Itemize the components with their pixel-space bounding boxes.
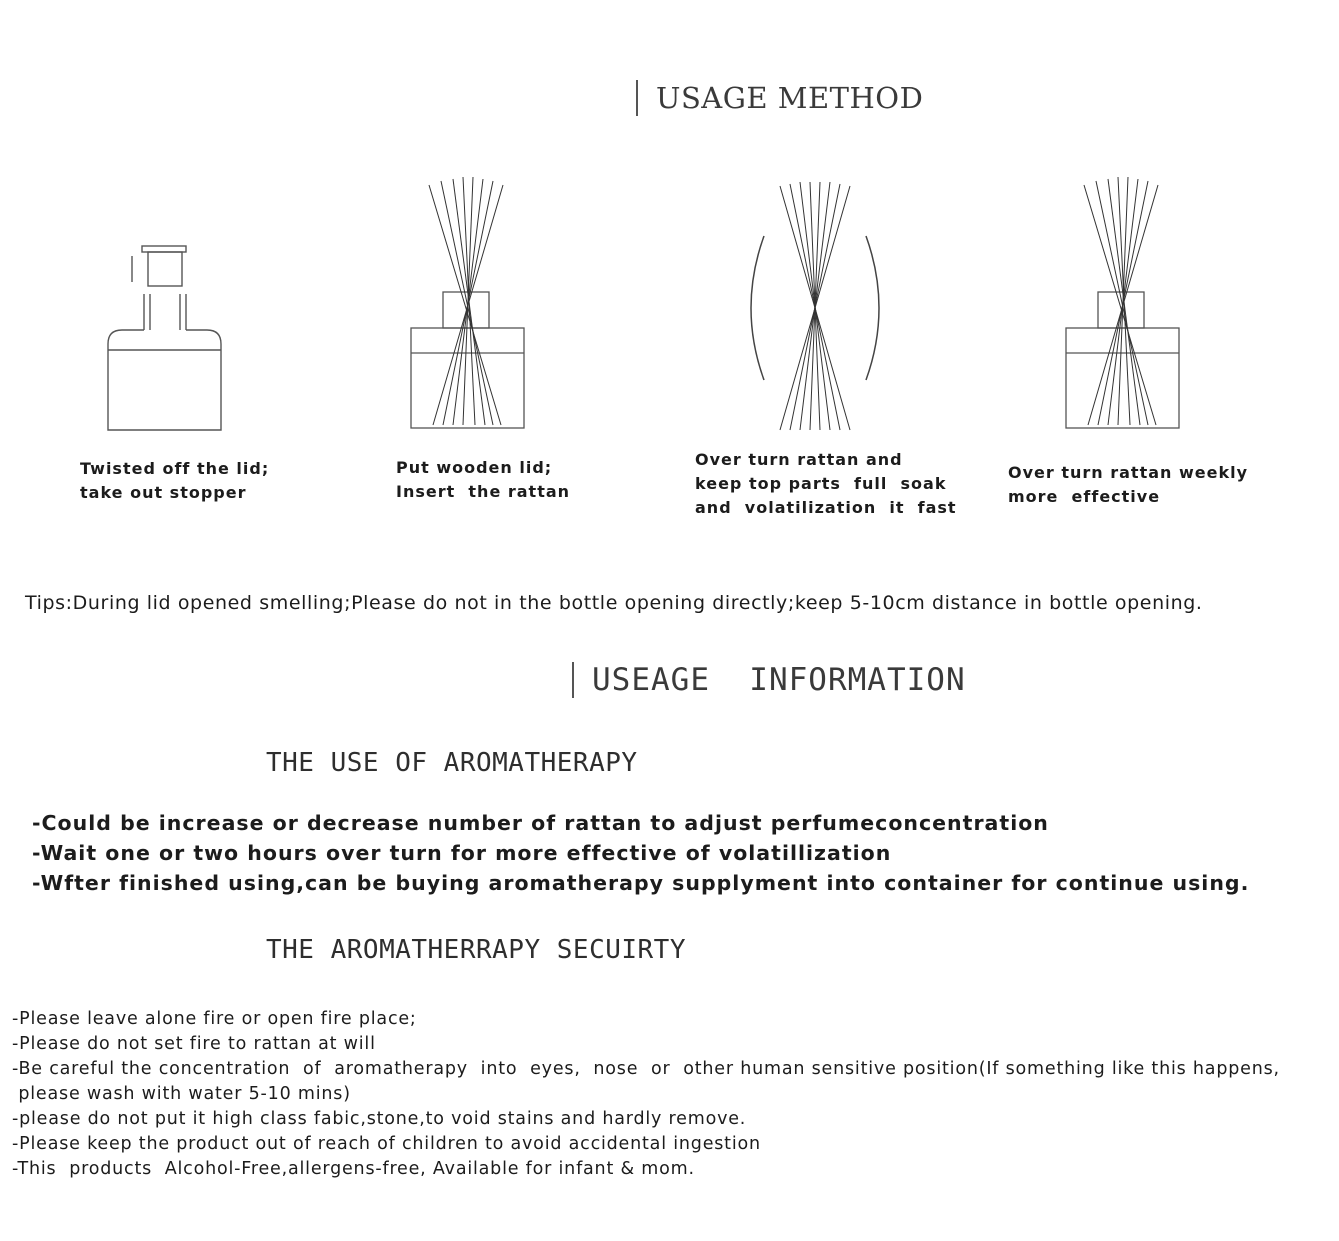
flip-reeds-icon — [740, 180, 890, 435]
step-4-caption: Over turn rattan weekly more effective — [1008, 463, 1249, 506]
use-section-title: THE USE OF AROMATHERAPY — [266, 748, 638, 778]
usage-method-heading — [636, 78, 923, 118]
heading-divider — [572, 662, 574, 698]
list-item: please wash with water 5-10 mins) — [12, 1084, 351, 1104]
usage-information-heading — [572, 660, 966, 700]
step-1-caption: Twisted off the lid; take out stopper — [80, 459, 270, 502]
bottle-with-reeds-icon — [1060, 175, 1190, 435]
step-3-caption: Over turn rattan and keep top parts full soak and volatilization it fast — [695, 450, 957, 517]
step-2-caption: Put wooden lid; Insert the rattan — [396, 458, 571, 501]
list-item: -Be careful the concentration of aromatherapy into eyes, nose or other human sensitive position(If something like this happens, — [12, 1059, 1280, 1079]
bottle-with-reeds-icon — [405, 175, 535, 435]
list-item: -please do not put it high class fabic,stone,to void stains and hardly remove. — [12, 1109, 747, 1129]
use-section-list — [32, 808, 1249, 898]
list-item: -Please leave alone fire or open fire place; — [12, 1009, 417, 1029]
bottle-open-lid-icon — [100, 240, 230, 435]
heading-divider — [636, 80, 638, 116]
usage-information-title: USEAGE INFORMATION — [592, 662, 966, 698]
security-section-title: THE AROMATHERRAPY SECUIRTY — [266, 935, 686, 965]
list-item: -Please do not set fire to rattan at will — [12, 1034, 376, 1054]
list-item: -This products Alcohol-Free,allergens-free, Available for infant & mom. — [12, 1159, 695, 1179]
usage-method-title: USAGE METHOD — [656, 81, 924, 115]
list-item: -Wait one or two hours over turn for more effective of volatillization — [32, 841, 892, 865]
security-section-list — [12, 1007, 1339, 1182]
tips-text: Tips:During lid opened smelling;Please do not in the bottle opening directly;keep 5-10cm distance in bottle opening. — [25, 592, 1203, 614]
list-item: -Please keep the product out of reach of children to avoid accidental ingestion — [12, 1134, 761, 1154]
list-item: -Could be increase or decrease number of rattan to adjust perfumeconcentration — [32, 811, 1049, 835]
list-item: -Wfter finished using,can be buying aromatherapy supplyment into container for continue using. — [32, 871, 1250, 895]
